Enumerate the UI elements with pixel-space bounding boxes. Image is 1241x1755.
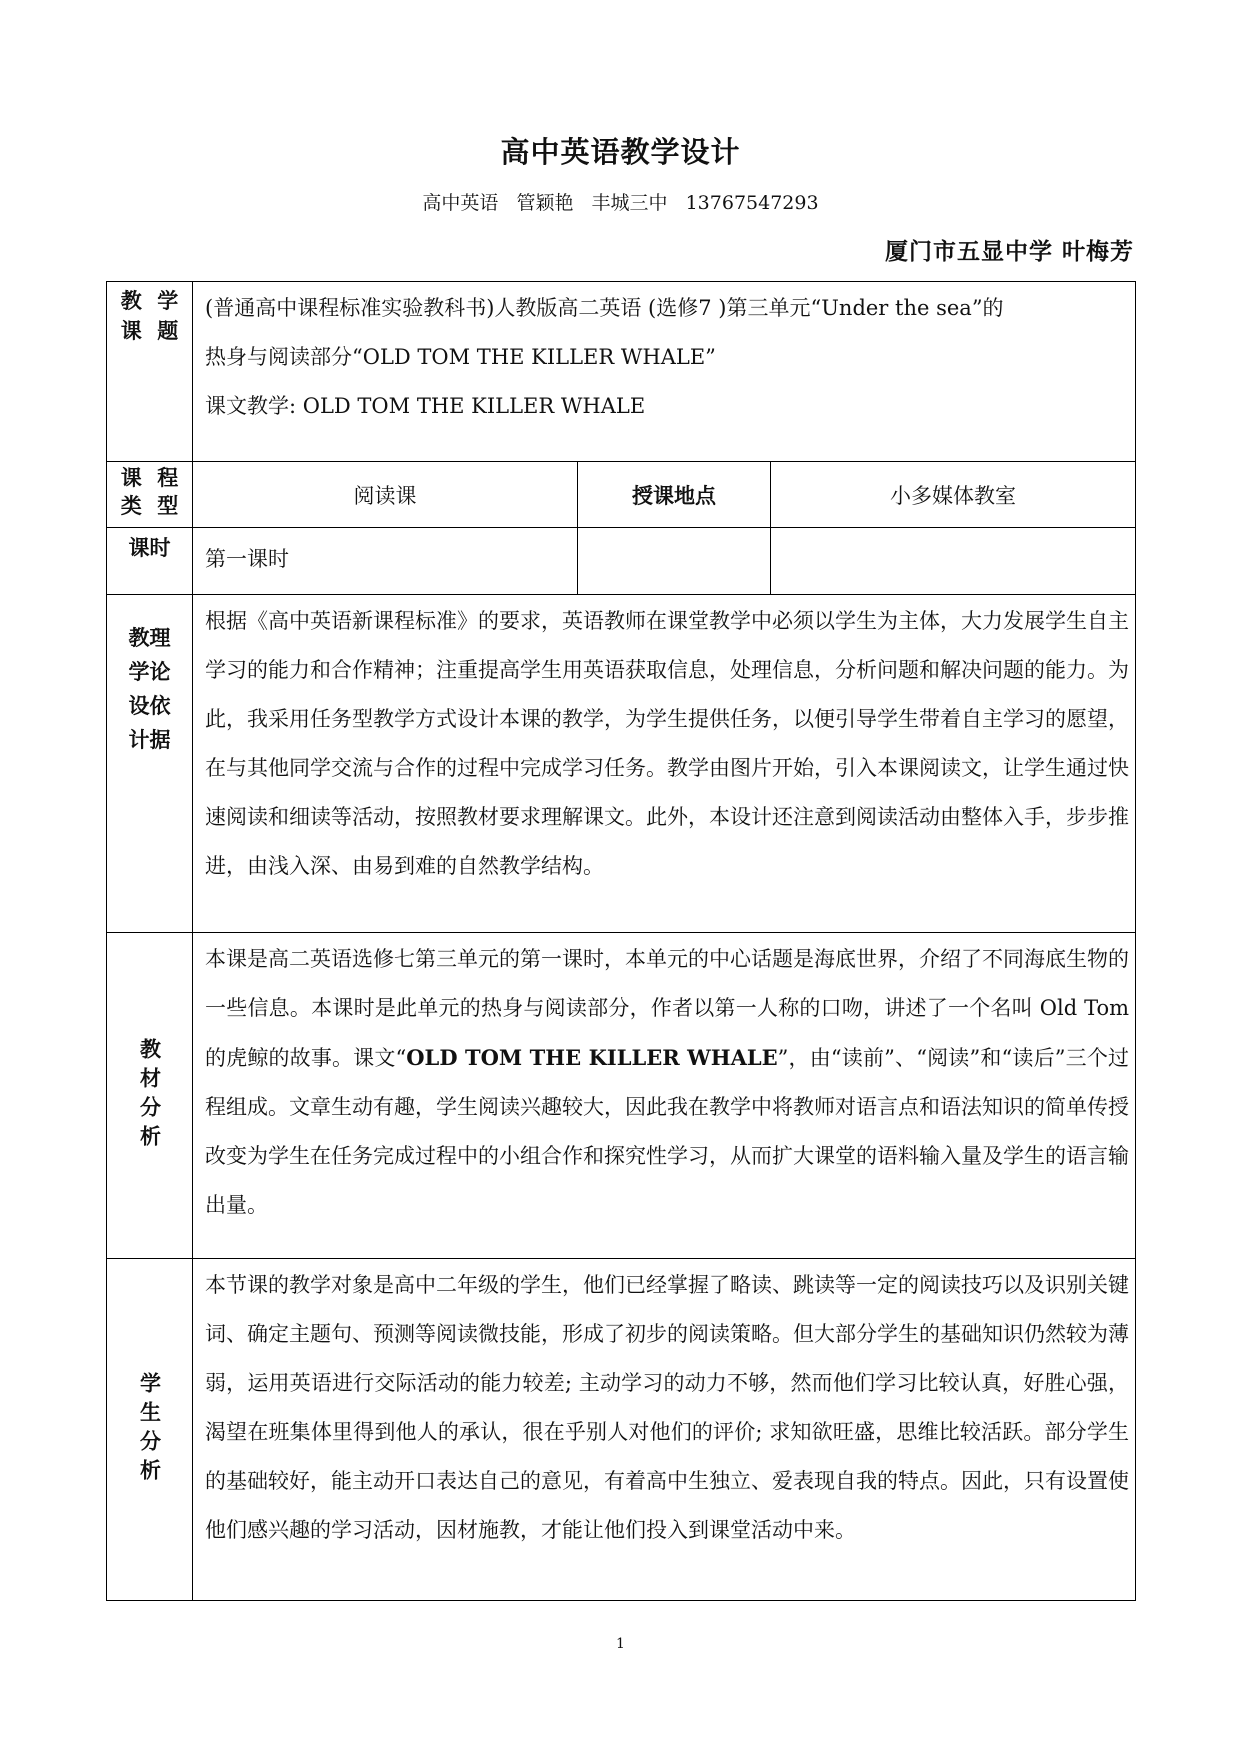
label-topic	[107, 282, 193, 462]
row-topic	[107, 282, 1136, 462]
label-line: 教理	[128, 626, 171, 650]
label-char: 题	[157, 319, 179, 343]
label-material	[107, 933, 193, 1259]
type-value: 阅读课	[193, 462, 578, 528]
label-students	[107, 1259, 193, 1601]
label-char: 教	[120, 289, 142, 313]
label-char: 课	[120, 319, 142, 343]
label-type	[107, 462, 193, 528]
place-label: 授课地点	[578, 462, 771, 528]
label-line: 设依	[128, 694, 171, 718]
material-label-text: 教材分析	[137, 1037, 162, 1154]
material-text-a: 本课是高二英语选修七第三单元的第一课时，本单元的中心话题是海底世界，介绍了不同海底生物的一些信息。本课时是此单元的热身与阅读部分，作者以第一人称的口吻，讲述了一个名叫 Old Tom 的虎鲸的故事。课文“	[205, 947, 1130, 1070]
topic-line: 课文教学: OLD TOM THE KILLER WHALE	[205, 394, 646, 418]
place-value: 小多媒体教室	[771, 462, 1136, 528]
subject-text: 高中英语	[422, 192, 499, 214]
document-title: 高中英语教学设计	[500, 135, 741, 169]
topic-content	[193, 282, 1136, 462]
school-line: 厦门市五显中学 叶梅芳	[884, 239, 1134, 265]
material-text	[193, 933, 1136, 1259]
label-line: 学论	[128, 660, 171, 684]
label-period: 课时	[107, 528, 193, 595]
label-line: 计据	[128, 728, 171, 752]
label-theory	[107, 595, 193, 933]
students-label-text: 学生分析	[137, 1371, 162, 1488]
period-value: 第一课时	[193, 528, 578, 595]
empty-cell	[771, 528, 1136, 595]
school-name: 丰城三中	[591, 192, 668, 214]
theory-text: 根据《高中英语新课程标准》的要求，英语教师在课堂教学中必须以学生为主体，大力发展学生自主学习的能力和合作精神；注重提高学生用英语获取信息，处理信息，分析问题和解决问题的能力。为此，我采用任务型教学方式设计本课的教学，为学生提供任务，以便引导学生带着自主学习的愿望，在与其他同学交流与合作的过程中完成学习任务。教学由图片开始，引入本课阅读文，让学生通过快速阅读和细读等活动，按照教材要求理解课文。此外，本设计还注意到阅读活动由整体入手，步步推进，由浅入深、由易到难的自然教学结构。	[193, 595, 1136, 933]
material-text-b: ”，由“读前”、“阅读”和“读后”三个过程组成。文章生动有趣，学生阅读兴趣较大，因此我在教学中将教师对语言点和语法知识的简单传授改变为学生在任务完成过程中的小组合作和探究性学习，从而扩大课堂的语料输入量及学生的语言输出量。	[205, 1046, 1130, 1217]
label-char: 程	[157, 466, 179, 490]
material-text-bold: OLD TOM THE KILLER WHALE	[406, 1045, 778, 1070]
label-char: 类	[120, 494, 142, 518]
phone-number: 13767547293	[685, 192, 819, 214]
topic-line: 热身与阅读部分“OLD TOM THE KILLER WHALE”	[205, 345, 716, 369]
row-material	[107, 933, 1136, 1259]
row-period	[107, 528, 1136, 595]
label-char: 型	[157, 494, 179, 518]
page-number: 1	[616, 1636, 625, 1652]
author-line	[0, 188, 1241, 215]
label-char: 学	[157, 289, 179, 313]
row-theory	[107, 595, 1136, 933]
label-char: 课	[120, 466, 142, 490]
students-text: 本节课的教学对象是高中二年级的学生，他们已经掌握了略读、跳读等一定的阅读技巧以及识别关键词、确定主题句、预测等阅读微技能，形成了初步的阅读策略。但大部分学生的基础知识仍然较为薄弱，运用英语进行交际活动的能力较差; 主动学习的动力不够，然而他们学习比较认真，好胜心强，渴望在班集体里得到他人的承认，很在乎别人对他们的评价; 求知欲旺盛，思维比较活跃。部分学生的基础较好，能主动开口表达自己的意见，有着高中生独立、爱表现自我的特点。因此，只有设置使他们感兴趣的学习活动，因材施教，才能让他们投入到课堂活动中来。	[193, 1259, 1136, 1601]
topic-line: (普通高中课程标准实验教科书)人教版高二英语 (选修7 )第三单元“Under the sea”的	[205, 296, 1004, 320]
lesson-plan-table	[106, 281, 1136, 1601]
author-name: 管颖艳	[516, 192, 574, 214]
row-students	[107, 1259, 1136, 1601]
row-type	[107, 462, 1136, 528]
empty-cell	[578, 528, 771, 595]
